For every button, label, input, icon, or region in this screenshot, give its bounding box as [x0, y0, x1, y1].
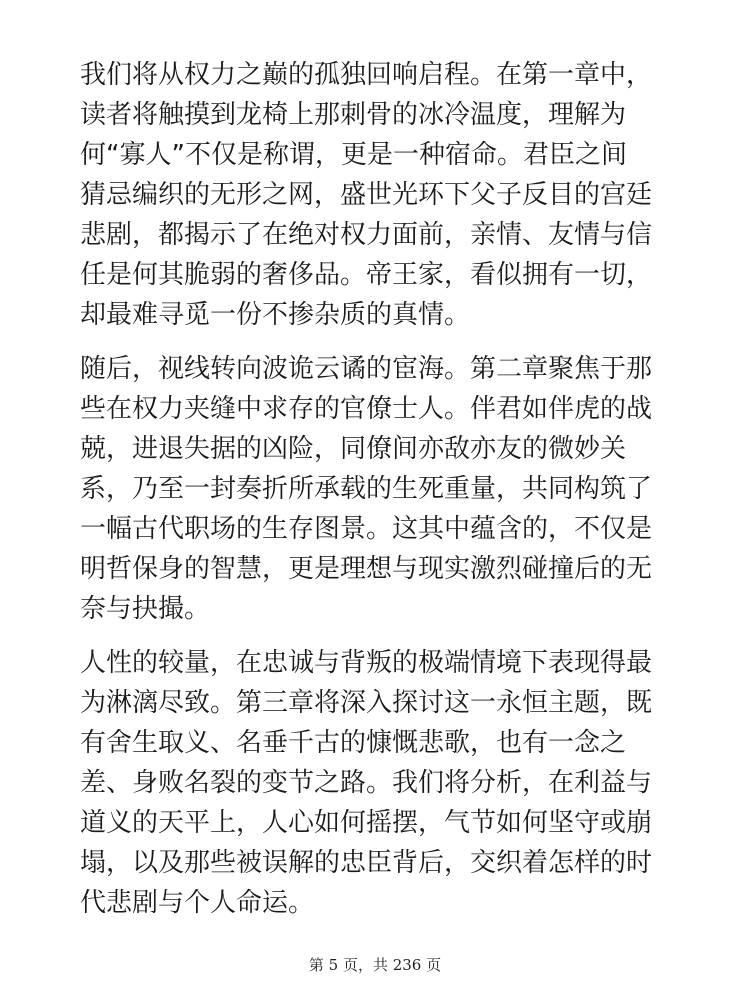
- text-line: 明哲保身的智慧，更是理想与现实激烈碰撞后的无: [80, 554, 653, 584]
- page-number-footer: 第 5 页，共 236 页: [308, 956, 442, 974]
- text-line: 道义的天平上，人心如何摇摆，气节如何坚守或崩: [80, 808, 653, 838]
- text-line: 代悲剧与个人命运。: [80, 888, 315, 918]
- text-line: 读者将触摸到龙椅上那刺骨的冰冷温度，理解为: [80, 100, 627, 130]
- text-line: 一幅古代职场的生存图景。这其中蕴含的，不仅是: [80, 514, 653, 544]
- body-text: [80, 55, 674, 937]
- text-line: 我们将从权力之巅的孤独回响启程。在第一章中，: [80, 60, 653, 90]
- text-line: 人性的较量，在忠诚与背叛的极端情境下表现得最: [80, 648, 653, 678]
- text-line: 奈与抉撮。: [80, 594, 211, 624]
- text-line: 悲剧，都揭示了在绝对权力面前，亲情、友情与信: [80, 220, 653, 250]
- text-line: 差、身败名裂的变节之路。我们将分析，在利益与: [80, 768, 653, 798]
- text-line: 系，乃至一封奏折所承载的生死重量，共同构筑了: [80, 474, 653, 504]
- paragraph-3: [80, 643, 674, 923]
- text-line: 猜忌编织的无形之网，盛世光环下父子反目的宫廷: [80, 180, 653, 210]
- paragraph-1: [80, 55, 674, 335]
- text-line: 何“寡人”不仅是称谓，更是一种宿命。君臣之间: [80, 140, 627, 170]
- text-line: 有舍生取义、名垂千古的慷慨悲歌，也有一念之: [80, 728, 627, 758]
- text-line: 为淋漓尽致。第三章将深入探讨这一永恒主题，既: [80, 688, 653, 718]
- text-line: 些在权力夹缝中求存的官僚士人。伴君如伴虎的战: [80, 394, 653, 424]
- text-line: 任是何其脆弱的奢侈品。帝王家，看似拥有一切，: [80, 260, 653, 290]
- text-line: 随后，视线转向波诡云谲的宦海。第二章聚焦于那: [80, 354, 653, 384]
- text-line: 却最难寻觅一份不掺杂质的真情。: [80, 300, 471, 330]
- paragraph-2: [80, 349, 674, 629]
- text-line: 塌，以及那些被误解的忠臣背后，交织着怎样的时: [80, 848, 653, 878]
- text-line: 兢，进退失据的凶险，同僚间亦敌亦友的微妙关: [80, 434, 627, 464]
